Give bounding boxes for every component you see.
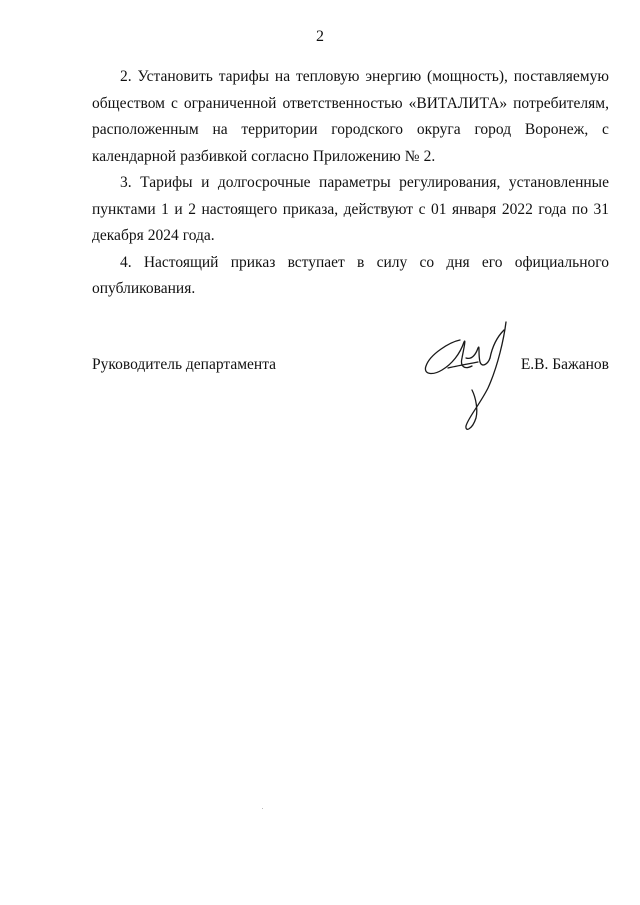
- word: (мощность),: [427, 68, 508, 85]
- paragraph-3: [92, 250, 609, 303]
- word: 1: [161, 200, 169, 218]
- word: года: [538, 200, 567, 218]
- text-line: [92, 197, 609, 224]
- word: опубликования.: [92, 280, 196, 297]
- text-line: [92, 170, 609, 197]
- signer-position: Руководитель департамента: [92, 356, 277, 373]
- word: и: [201, 174, 210, 191]
- word: округа: [416, 121, 461, 138]
- word: Воронеж,: [524, 121, 589, 138]
- word: 3.: [120, 174, 132, 191]
- text-line: [92, 250, 609, 277]
- word: Настоящий: [143, 253, 219, 271]
- word: ограниченной: [183, 94, 277, 112]
- word: установленные: [508, 174, 609, 191]
- word: официального: [514, 253, 609, 271]
- word: разбивкой: [180, 147, 248, 165]
- word: городского: [331, 121, 404, 138]
- word: дня: [446, 253, 470, 271]
- word: потребителям,: [513, 94, 609, 112]
- word: календарной: [92, 147, 177, 165]
- word: пунктами: [92, 200, 156, 218]
- word: согласно: [251, 147, 309, 165]
- word: действуют: [343, 200, 414, 218]
- word: 2024: [147, 227, 179, 244]
- word: поставляемую: [513, 68, 609, 85]
- word: с: [418, 200, 426, 218]
- word: настоящего: [201, 200, 278, 218]
- word: и: [174, 200, 183, 218]
- text-line: [92, 91, 609, 118]
- word: территории: [241, 121, 318, 138]
- word: Установить: [137, 68, 213, 85]
- handwritten-signature: [420, 318, 520, 436]
- text-line: [92, 117, 609, 144]
- word: на: [212, 121, 228, 138]
- word: тарифы: [218, 68, 270, 85]
- word: №: [404, 147, 420, 165]
- word: силу: [376, 253, 408, 271]
- word: с: [170, 94, 178, 112]
- scan-speck: [262, 808, 263, 809]
- word: января: [452, 200, 497, 218]
- page-number: 2: [316, 28, 324, 45]
- paragraph-2: [92, 170, 609, 250]
- word: обществом: [92, 94, 165, 112]
- word: 2022: [501, 200, 533, 218]
- word: на: [274, 68, 291, 85]
- word: энергию: [365, 68, 422, 85]
- word: Приложению: [312, 147, 401, 165]
- word: расположенным: [92, 121, 199, 138]
- word: Тарифы: [140, 174, 193, 191]
- word: со: [419, 253, 435, 271]
- word: тепловую: [295, 68, 360, 85]
- text-line: [92, 64, 609, 91]
- word: его: [481, 253, 503, 271]
- word: по: [571, 200, 588, 218]
- word: 4.: [120, 253, 132, 271]
- word: вступает: [287, 253, 345, 271]
- word: ответственностью: [282, 94, 403, 112]
- word: с: [602, 121, 609, 138]
- word: 2: [188, 200, 196, 218]
- text-line: [92, 223, 609, 250]
- text-line: [92, 144, 609, 171]
- word: приказ: [230, 253, 276, 271]
- word: 2.: [423, 147, 436, 165]
- word: 31: [593, 200, 609, 218]
- word: параметры: [319, 174, 391, 191]
- paragraph-1: [92, 64, 609, 170]
- word: 2.: [120, 68, 132, 85]
- word: в: [357, 253, 365, 271]
- word: регулирования,: [399, 174, 501, 191]
- word: года.: [182, 227, 215, 244]
- word: 01: [431, 200, 447, 218]
- word: «ВИТАЛИТА»: [408, 94, 508, 112]
- document-body: [92, 64, 609, 303]
- word: декабря: [92, 227, 144, 244]
- text-line: [92, 276, 609, 303]
- word: приказа,: [282, 200, 339, 218]
- signer-name: Е.В. Бажанов: [520, 356, 609, 373]
- word: долгосрочные: [217, 174, 311, 191]
- word: город: [474, 121, 512, 138]
